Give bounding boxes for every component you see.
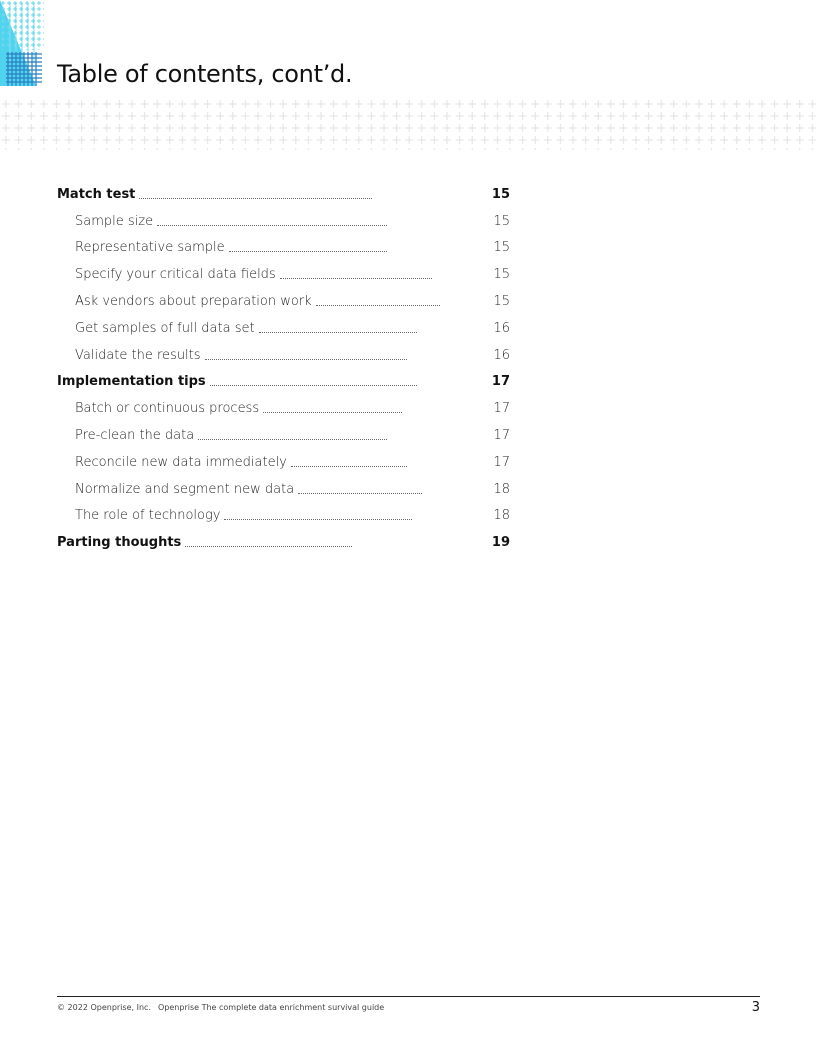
toc-entry-page: 15 xyxy=(493,267,510,283)
dot-leader xyxy=(210,375,417,386)
toc-entry-label: Sample size xyxy=(75,213,154,229)
toc-entry[interactable] xyxy=(57,288,512,315)
toc-entry-label: Reconcile new data immediately xyxy=(75,454,287,470)
toc-entry-label: Batch or continuous process xyxy=(75,401,260,417)
toc-entry-label: Parting thoughts xyxy=(57,535,182,551)
toc-entry-label: Validate the results xyxy=(75,347,201,363)
dot-leader xyxy=(139,188,372,199)
toc-entry-page: 15 xyxy=(491,186,510,202)
toc-entry-label: Specify your critical data fields xyxy=(75,267,276,283)
dot-leader xyxy=(316,295,440,306)
toc-entry[interactable] xyxy=(57,315,512,342)
toc-entry-page: 19 xyxy=(491,535,510,551)
page-title: Table of contents, cont’d. xyxy=(57,60,353,88)
footer-divider xyxy=(57,996,760,997)
toc-entry[interactable] xyxy=(57,503,512,530)
toc-entry-page: 18 xyxy=(493,508,510,524)
toc-entry-page: 17 xyxy=(493,401,510,417)
toc-entry[interactable] xyxy=(57,208,512,235)
dot-leader xyxy=(298,483,422,494)
footer-copyright: © 2022 Openprise, Inc. xyxy=(57,1003,151,1012)
dot-leader xyxy=(198,429,387,440)
toc-entry-label: Match test xyxy=(57,186,136,202)
dot-leader xyxy=(224,509,412,520)
dot-leader xyxy=(291,456,407,467)
dot-leader xyxy=(205,349,407,360)
toc-entry[interactable] xyxy=(57,395,512,422)
toc-entry-label: Ask vendors about preparation work xyxy=(75,294,312,310)
toc-entry-page: 17 xyxy=(493,454,510,470)
toc-entry-label: Normalize and segment new data xyxy=(75,481,295,497)
toc-entry[interactable] xyxy=(57,342,512,369)
toc-entry[interactable] xyxy=(57,235,512,262)
toc-entry-page: 18 xyxy=(493,481,510,497)
toc-entry-label: Get samples of full data set xyxy=(75,320,255,336)
dot-leader xyxy=(280,268,432,279)
toc-entry-label: Representative sample xyxy=(75,240,225,256)
toc-entry-page: 17 xyxy=(491,374,510,390)
toc-entry-label: The role of technology xyxy=(75,508,221,524)
toc-entry-page: 15 xyxy=(493,240,510,256)
toc-entry-page: 15 xyxy=(493,213,510,229)
page-number: 3 xyxy=(751,1000,760,1015)
footer-document-title: Openprise The complete data enrichment survival guide xyxy=(158,1003,385,1012)
brand-decoration-icon xyxy=(0,0,44,86)
toc-entry[interactable] xyxy=(57,529,512,556)
toc-entry-page: 15 xyxy=(493,294,510,310)
toc-entry[interactable] xyxy=(57,181,512,208)
dot-leader xyxy=(185,536,352,547)
toc-entry-label: Implementation tips xyxy=(57,374,206,390)
toc-entry[interactable] xyxy=(57,369,512,396)
toc-entry[interactable] xyxy=(57,261,512,288)
dot-leader xyxy=(157,215,387,226)
toc-entry[interactable] xyxy=(57,476,512,503)
dot-leader xyxy=(259,322,417,333)
dot-leader xyxy=(263,402,402,413)
toc-entry-label: Pre-clean the data xyxy=(75,428,195,444)
toc-entry[interactable] xyxy=(57,449,512,476)
plus-pattern-band xyxy=(0,98,816,150)
toc-entry-page: 17 xyxy=(493,428,510,444)
table-of-contents xyxy=(57,181,512,556)
toc-entry-page: 16 xyxy=(493,320,510,336)
dot-leader xyxy=(229,241,387,252)
toc-entry-page: 16 xyxy=(493,347,510,363)
toc-entry[interactable] xyxy=(57,422,512,449)
